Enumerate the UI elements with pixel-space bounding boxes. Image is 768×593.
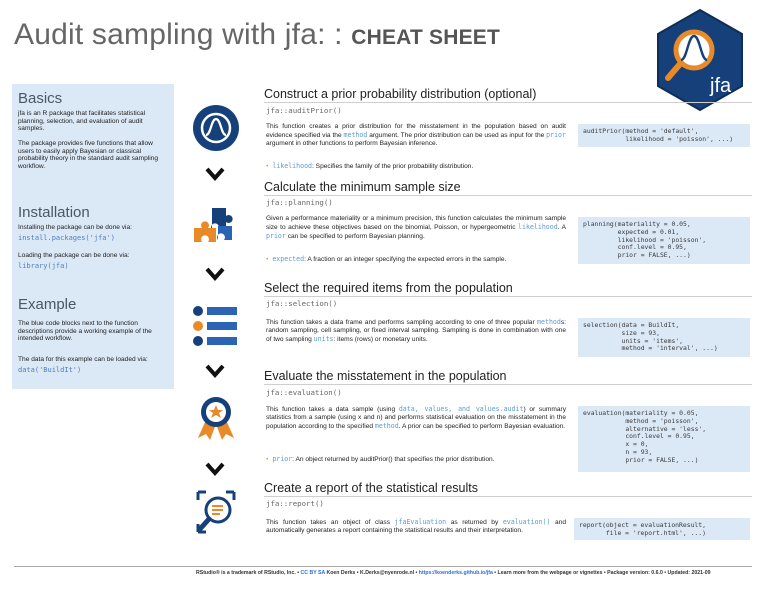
bell-curve-icon — [192, 104, 240, 152]
footer-divider — [14, 566, 752, 567]
installation-heading: Installation — [18, 204, 90, 221]
basics-heading: Basics — [18, 90, 63, 107]
section-divider — [264, 384, 752, 385]
section-title-planning: Calculate the minimum sample size — [264, 180, 461, 194]
function-name-evaluation: jfa::evaluation() — [266, 388, 342, 397]
title-cheat-sheet: CHEAT SHEET — [351, 26, 501, 49]
logo-text: jfa — [710, 75, 732, 97]
section-title-selection: Select the required items from the population — [264, 281, 513, 295]
page-title — [14, 18, 500, 52]
example-heading: Example — [18, 296, 77, 313]
footer: RStudio® is a trademark of RStudio, Inc. • CC BY SA Koen Derks • K.Derks@nyenrode.nl • https://koenderks.github.io/jfa • Learn more from the webpage or vignettes • Package version: 0.6.0 • Updated: 2021-09 — [196, 570, 711, 576]
bullet-expected: • expected: A fraction or an integer specifying the expected errors in the sample. — [266, 255, 507, 263]
website-link[interactable]: https://koenderks.github.io/jfa — [418, 570, 493, 576]
sidebar — [12, 84, 174, 389]
code-block-report: report(object = evaluationResult, file = 'report.html', ...) — [574, 518, 750, 540]
jfa-logo — [654, 8, 746, 112]
puzzle-icon — [190, 204, 238, 252]
chevron-down-icon — [205, 364, 225, 378]
chevron-down-icon — [205, 167, 225, 181]
section-divider — [264, 195, 752, 196]
code-block-selection: selection(data = BuildIt, size = 93, units = 'items', method = 'interval', ...) — [578, 318, 750, 357]
license-link[interactable]: CC BY SA — [300, 570, 326, 576]
section-title-report: Create a report of the statistical results — [264, 481, 478, 495]
basics-text-2: The package provides five functions that allow users to easily apply Bayesian or classical probability theory in the standard audit sampling workflow. — [18, 140, 159, 170]
magnifier-report-icon — [192, 488, 240, 536]
function-name-selection: jfa::selection() — [266, 299, 338, 308]
section-title-evaluation: Evaluate the misstatement in the population — [264, 369, 507, 383]
example-text-2: The data for this example can be loaded via: — [18, 356, 148, 363]
install-code: install.packages('jfa') — [18, 234, 115, 242]
section-description-planning: Given a performance materiality or a minimum precision, this function calculates the minimum sample size to achieve these objectives based on the binomial, Poisson, or hypergeometric likelihood. A prior can be specified to perform Bayesian planning. — [266, 215, 566, 240]
section-description-selection: This function takes a data frame and performs sampling according to one of three popular methods: random sampling, cell sampling, or fixed interval sampling. Sampling is done in combination with one of two sampling units: items (rows) or monetary units. — [266, 318, 566, 343]
bullet-likelihood: • likelihood: Specifies the family of the prior probability distribution. — [266, 162, 474, 170]
section-description-prior: This function creates a prior distribution for the misstatement in the population based on audit evidence specified via the method argument. The prior distribution can be used as input for the prior argument in other functions to perform Bayesian inference. — [266, 123, 566, 147]
installation-text-2: Loading the package can be done via: — [18, 252, 130, 259]
section-description-report: This function takes an object of class jfaEvaluation as returned by evaluation() and automatically generates a report containing the statistical results and their interpretation. — [266, 518, 566, 534]
example-text-1: The blue code blocks next to the function descriptions provide a working example of the intended workflow. — [18, 320, 152, 343]
installation-text-1: Installing the package can be done via: — [18, 224, 133, 231]
function-name-report: jfa::report() — [266, 499, 324, 508]
basics-text-1: jfa is an R package that facilitates statistical planning, selection, and evaluation of audit samples. — [18, 110, 146, 133]
title-main: Audit sampling with jfa: : — [14, 18, 352, 51]
section-divider — [264, 496, 752, 497]
section-divider — [264, 296, 752, 297]
data-load-code: data('BuildIt') — [18, 366, 82, 374]
section-title-prior: Construct a prior probability distribution (optional) — [264, 87, 537, 101]
section-divider — [264, 102, 752, 103]
chevron-down-icon — [205, 267, 225, 281]
function-name-auditprior: jfa::auditPrior() — [266, 106, 342, 115]
library-code: library(jfa) — [18, 262, 69, 270]
section-description-evaluation: This function takes a data sample (using data, values, and values.audit) or summary statistics from a sample (using x and n) and performs statistical evaluation on the misstatement in the population according to the specified method. A prior can be specified to perform Bayesian evaluation. — [266, 405, 567, 430]
code-block-planning: planning(materiality = 0.05, expected = 0.01, likelihood = 'poisson', conf.level = 0.95, prior = FALSE, ...) — [578, 217, 750, 264]
bullet-prior: • prior: An object returned by auditPrior() that specifies the prior distribution. — [266, 455, 495, 463]
function-name-planning: jfa::planning() — [266, 198, 333, 207]
list-icon — [191, 302, 239, 350]
code-block-auditprior: auditPrior(method = 'default', likelihood = 'poisson', ...) — [578, 124, 750, 147]
chevron-down-icon — [205, 462, 225, 476]
award-ribbon-icon — [192, 394, 240, 442]
code-block-evaluation: evaluation(materiality = 0.05, method = 'poisson', alternative = 'less', conf.level = 0.95, x = 0, n = 93, prior = FALSE, ...) — [578, 406, 750, 472]
